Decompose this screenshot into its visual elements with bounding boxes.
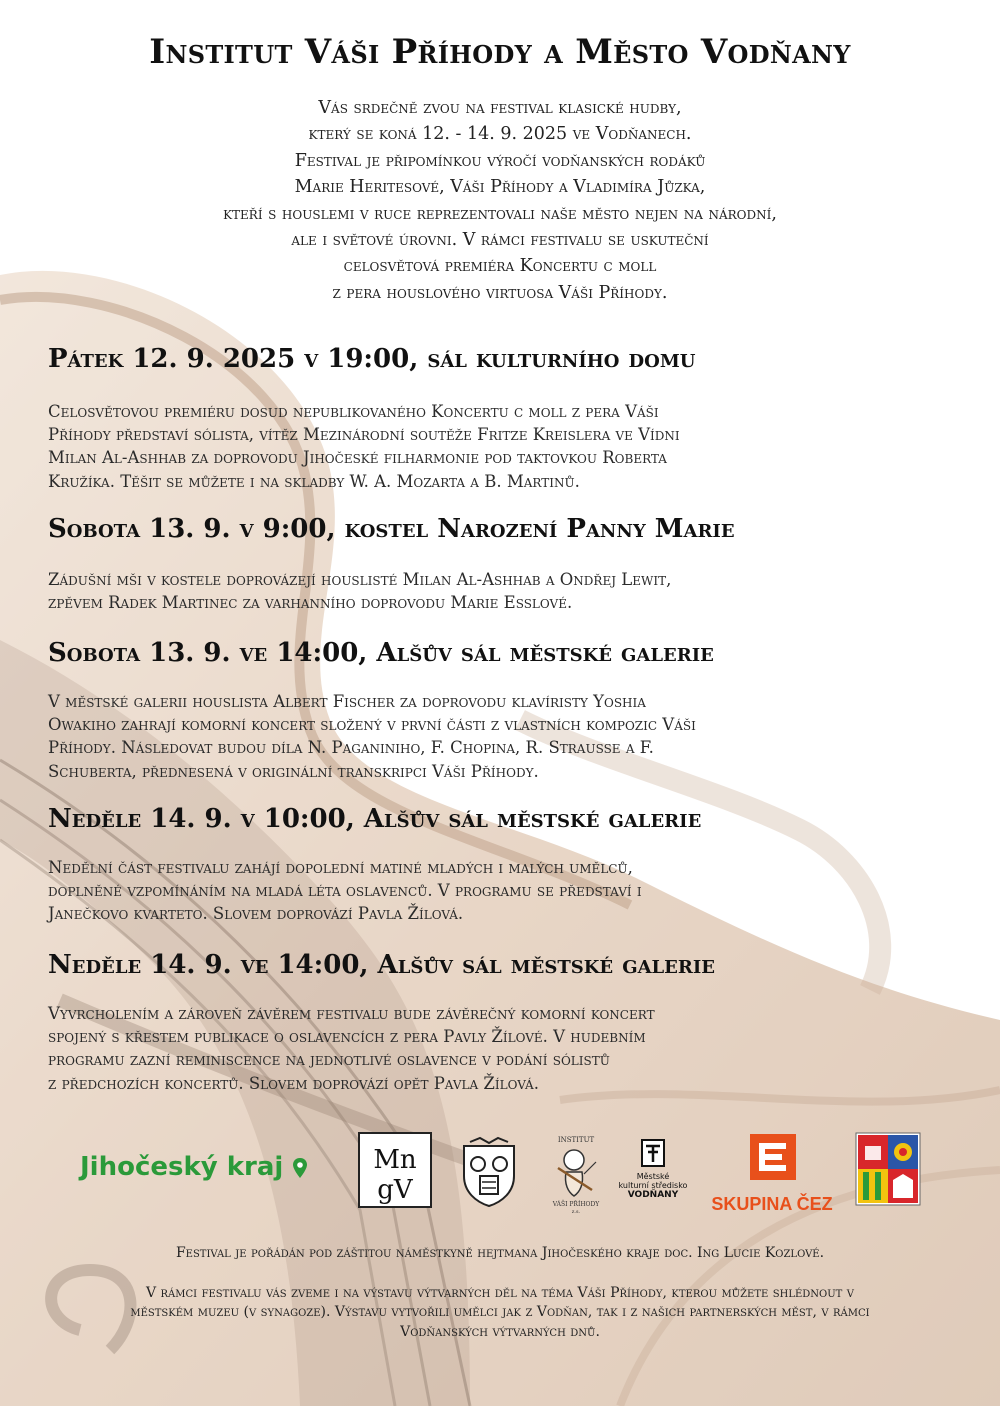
event-description-saturday-morning: [48, 568, 671, 614]
mks-line3: VODŇANY: [627, 1190, 679, 1200]
intro-line: kteří s houslemi v ruce reprezentovali naše město nejen na národní,: [223, 203, 777, 224]
footer: [120, 1244, 880, 1362]
description-line: doplněné vzpomínáním na mladá léta oslavenců. V programu se představí i: [48, 881, 642, 901]
cez-label: SKUPINA ČEZ: [711, 1194, 833, 1214]
event-heading-sunday-afternoon: Neděle 14. 9. ve 14:00, Alšův sál městské galerie: [48, 950, 716, 980]
event-description-sunday-afternoon: [48, 1002, 655, 1095]
skupina-cez-logo: [706, 1132, 838, 1216]
mks-vodnany-logo: [618, 1138, 688, 1201]
footer-exhibition: V rámci festivalu vás zveme i na výstavu výtvarných děl na téma Váši Příhody, kterou můžete shlédnout v městském muzeu (v synagoze). Výstavu vytvořili umělci jak z Vodňan, tak i z našich partnerských měst, v rámci Vodňanských výtvarných dnů.: [130, 1284, 870, 1340]
event-description-friday: [48, 400, 680, 493]
mks-emblem-icon: [640, 1138, 666, 1168]
mks-line2: kulturní středisko: [618, 1181, 688, 1190]
institut-zs-text: z.s.: [571, 1209, 581, 1214]
jihocesky-kraj-logo: [80, 1152, 308, 1182]
mgv-logo: [358, 1132, 432, 1212]
footer-patronage: Festival je pořádán pod záštitou náměstkyně hejtmana Jihočeského kraje doc. Ing Lucie Kozlové.: [175, 1245, 825, 1261]
description-line: z předchozích koncertů. Slovem doprovází opět Pavla Žílová.: [48, 1073, 539, 1093]
cez-emblem-icon: [706, 1132, 838, 1190]
description-line: Schuberta, přednesená v originální transkripci Váši Příhody.: [48, 761, 539, 781]
intro-line: z pera houslového virtuosa Váši Příhody.: [332, 282, 668, 303]
description-line: Příhody představí sólista, vítěz Mezinárodní soutěže Fritze Kreislera ve Vídni: [48, 425, 680, 445]
description-line: Vyvrcholením a zároveň závěrem festivalu bude závěrečný komorní koncert: [48, 1004, 655, 1023]
description-line: Zádušní mši v kostele doprovázejí houslisté Milan Al-Ashhab a Ondřej Lewit,: [48, 570, 672, 589]
intro-line: který se koná 12. - 14. 9. 2025 ve Vodňanech.: [308, 124, 692, 145]
event-heading-sunday-morning: Neděle 14. 9. v 10:00, Alšův sál městské galerie: [48, 804, 702, 834]
page-title: Institut Váši Příhody a Město Vodňany: [149, 32, 851, 72]
institut-bottom-text: VÁŠI PŘÍHODY: [552, 1201, 600, 1208]
description-line: V městské galerii houslista Albert Fischer za doprovodu klavíristy Yoshia: [48, 692, 646, 711]
description-line: Celosvětovou premiéru dosud nepublikovaného Koncertu c moll z pera Váši: [48, 402, 659, 421]
institut-vasi-prihody-logo: [544, 1132, 608, 1218]
description-line: Milan Al-Ashhab za doprovodu Jihočeské filharmonie pod taktovkou Roberta: [48, 448, 667, 468]
event-heading-saturday-afternoon: Sobota 13. 9. ve 14:00, Alšův sál městské galerie: [48, 638, 714, 668]
intro-line: Marie Heritesové, Váši Příhody a Vladimíra Jůzka,: [294, 177, 706, 198]
intro-line: Vás srdečně zvou na festival klasické hudby,: [318, 98, 682, 118]
event-heading-saturday-morning: Sobota 13. 9. v 9:00, kostel Narození Panny Marie: [48, 514, 735, 544]
vodnany-coat-of-arms-logo: [456, 1136, 522, 1212]
event-heading-friday: Pátek 12. 9. 2025 v 19:00, sál kulturního domu: [48, 344, 696, 374]
intro-text: [60, 95, 940, 306]
description-line: programu zazní reminiscence na jednotlivé oslavence v podání sólistů: [48, 1050, 610, 1070]
svg-text:gV: gV: [377, 1175, 413, 1205]
description-line: Nedělní část festivalu zahájí dopolední matiné mladých i malých umělců,: [48, 858, 633, 877]
description-line: Owakiho zahrají komorní koncert složený v první části z vlastních kompozic Váši: [48, 715, 696, 735]
svg-text:Mn: Mn: [373, 1145, 417, 1175]
vodnany-region-flags-logo: [855, 1132, 921, 1210]
jihocesky-kraj-label: Jihočeský kraj: [80, 1152, 284, 1182]
mks-line1: Městské: [636, 1172, 670, 1181]
event-description-saturday-afternoon: [48, 690, 696, 783]
intro-line: ale i světové úrovni. V rámci festivalu se uskuteční: [291, 230, 709, 251]
description-line: spojený s křestem publikace o oslavencích z pera Pavly Žílové. V hudebním: [48, 1027, 646, 1047]
description-line: Janečkovo kvarteto. Slovem doprovází Pavla Žílová.: [48, 904, 464, 924]
intro-line: Festival je připomínkou výročí vodňanských rodáků: [294, 150, 706, 171]
event-description-sunday-morning: [48, 856, 642, 926]
sponsor-logos: [0, 1128, 1000, 1218]
description-line: Kružíka. Těšit se můžete i na skladby W. A. Mozarta a B. Martinů.: [48, 471, 580, 491]
map-pin-icon: [292, 1157, 308, 1179]
institut-top-text: INSTITUT: [557, 1136, 595, 1144]
description-line: Příhody. Následovat budou díla N. Paganiniho, F. Chopina, R. Strausse a F.: [48, 738, 654, 758]
intro-line: celosvětová premiéra Koncertu c moll: [343, 256, 657, 277]
description-line: zpěvem Radek Martinec za varhanního doprovodu Marie Esslové.: [48, 593, 573, 613]
